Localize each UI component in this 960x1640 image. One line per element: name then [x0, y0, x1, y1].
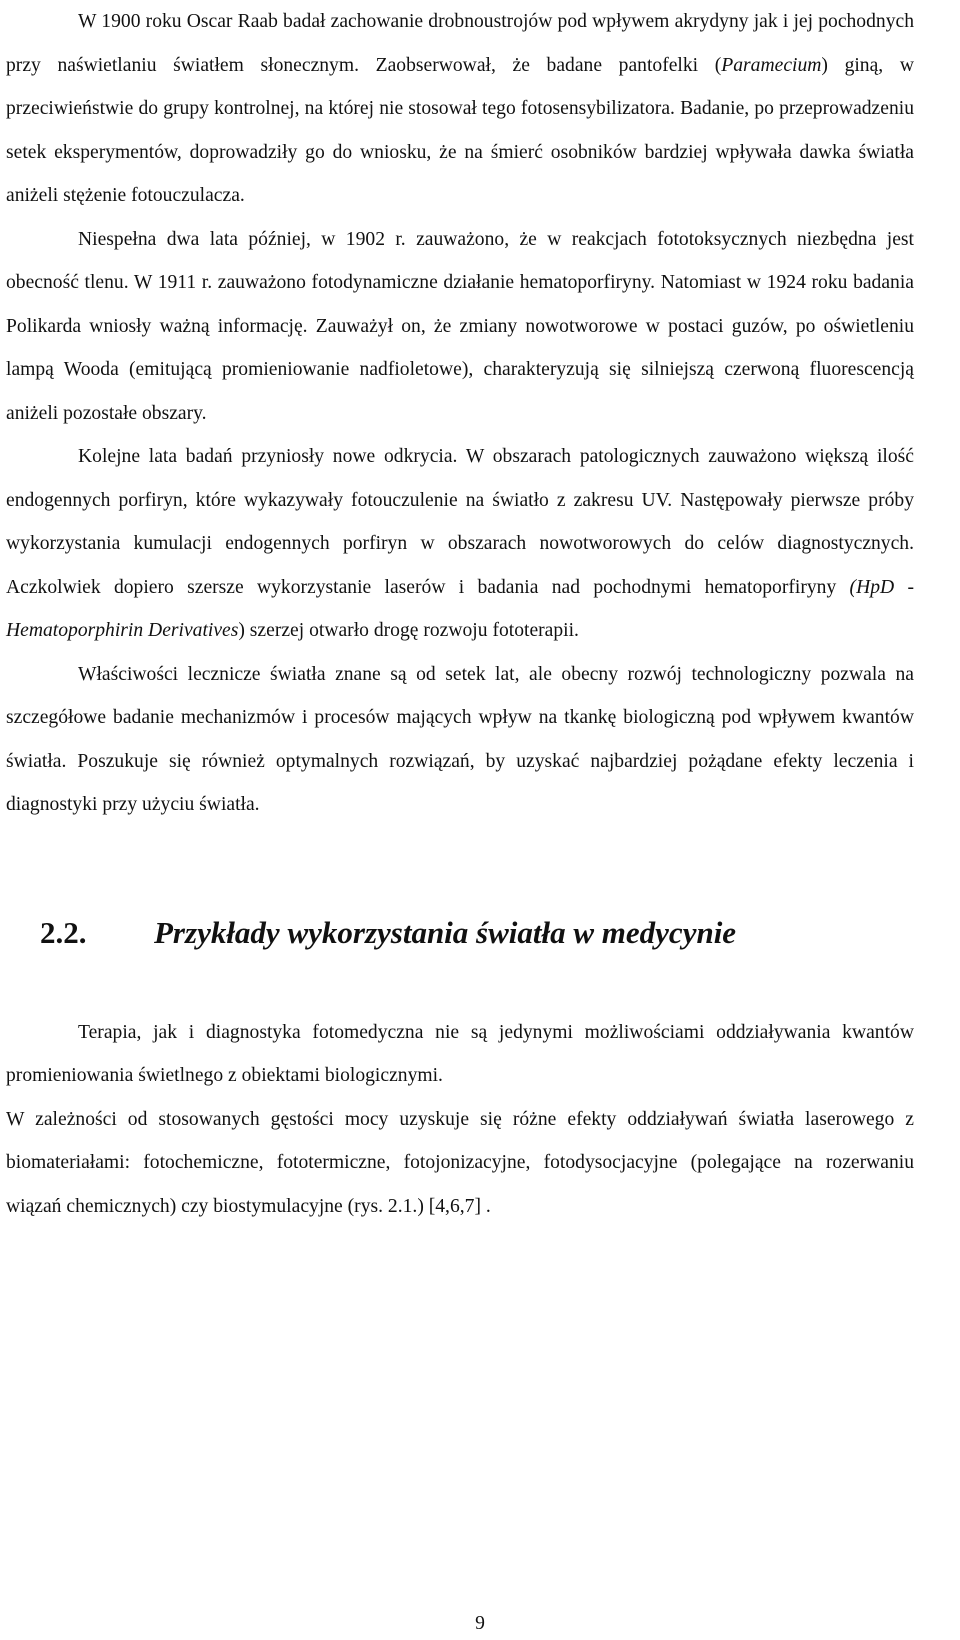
text-segment-italic: Paramecium: [721, 54, 822, 76]
text-segment: Kolejne lata badań przyniosły nowe odkrycia. W obszarach patologicznych zauważono większą ilość endogennych porfiryn, które wykazywały fotouczulenie na światło z zakresu UV. Następowały pierwsze próby wykorzystania kumulacji endogennych porfiryn w obszarach nowotworowych do celów diagnostycznych. Aczkolwiek dopiero szersze wykorzystanie laserów i badania nad pochodnymi hematoporfiryny: [6, 446, 914, 598]
paragraph-effects: [6, 1098, 914, 1229]
page-number: 9: [475, 1613, 485, 1634]
paragraph-1902: [6, 218, 914, 436]
document-page: [6, 0, 914, 1228]
text-segment: Właściwości lecznicze światła znane są od setek lat, ale obecny rozwój technologiczny pozwala na szczegółowe badanie mechanizmów i procesów mających wpływ na tkankę biologiczną pod wpływem kwantów światła. Poszukuje się również optymalnych rozwiązań, by uzyskać najbardziej pożądane efekty leczenia i diagnostyki przy użyciu światła.: [6, 663, 914, 815]
section-number: 2.2.: [40, 914, 87, 950]
paragraph-therapy: [6, 1011, 914, 1098]
paragraph-porphyrins: [6, 435, 914, 653]
text-segment: W 1900 roku Oscar Raab badał zachowanie drobnoustrojów pod wpływem akrydyny jak i jej pochodnych przy naświetlaniu światłem słonecznym. Zaobserwował, że badane pantofelki (: [6, 11, 914, 76]
text-segment: Niespełna dwa lata później, w 1902 r. zauważono, że w reakcjach fototoksycznych niezbędna jest obecność tlenu. W 1911 r. zauważono fotodynamiczne działanie hematoporfiryny. Natomiast w 1924 roku badania Polikarda wniosły ważną informację. Zauważył on, że zmiany nowotworowe w postaci guzów, po oświetleniu lampą Wooda (emitującą promieniowanie nadfioletowe), charakteryzują się silniejszą czerwoną fluorescencją aniżeli pozostałe obszary.: [6, 228, 914, 424]
paragraph-properties: [6, 653, 914, 827]
section-heading: [6, 903, 914, 963]
paragraph-raab: [6, 0, 914, 218]
text-segment: ) szerzej otwarło drogę rozwoju fototerapii.: [238, 620, 579, 641]
text-segment: ) giną, w przeciwieństwie do grupy kontrolnej, na której nie stosował tego fotosensybilizatora. Badanie, po przeprowadzeniu setek eksperymentów, doprowadziły go do wniosku, że na śmierć osobników bardziej wpływała dawka światła aniżeli stężenie fotouczulacza.: [6, 54, 914, 206]
text-segment-italic: (HpD - Hematoporphirin Derivatives: [6, 576, 914, 641]
text-segment: Terapia, jak i diagnostyka fotomedyczna nie są jedynymi możliwościami oddziaływania kwantów promieniowania świetlnego z obiektami biologicznymi.: [6, 1021, 914, 1086]
section-title: Przykłady wykorzystania światła w medycynie: [154, 914, 737, 950]
text-segment: W zależności od stosowanych gęstości mocy uzyskuje się różne efekty oddziaływań światła laserowego z biomateriałami: fotochemiczne, fototermiczne, fotojonizacyjne, fotodysocjacyjne (polegające na rozerwaniu wiązań chemicznych) czy biostymulacyjne (rys. 2.1.) [4,6,7] .: [6, 1108, 914, 1217]
